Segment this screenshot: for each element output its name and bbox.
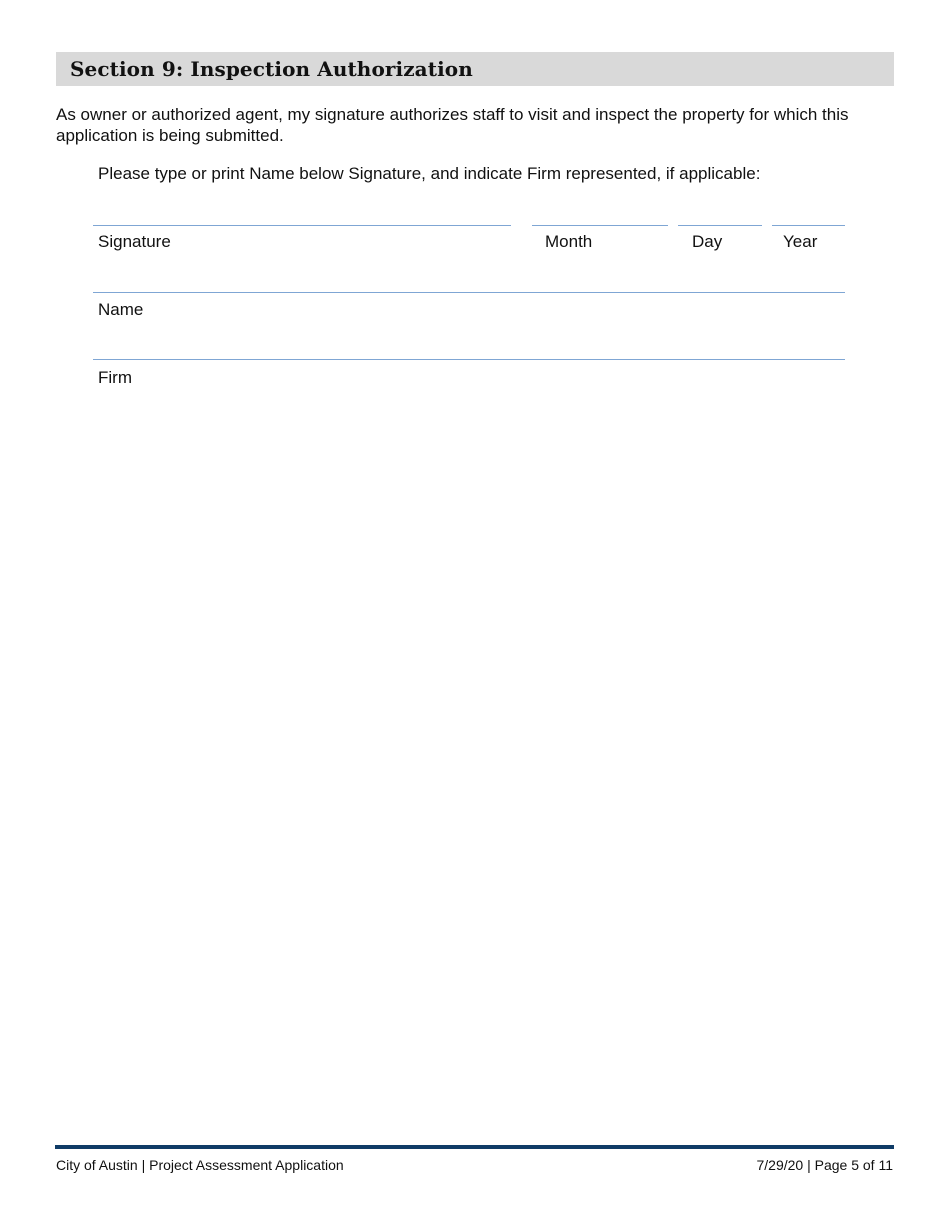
firm-field-line[interactable] — [93, 359, 845, 360]
name-label: Name — [98, 300, 144, 319]
footer-page-info: 7/29/20 | Page 5 of 11 — [756, 1157, 893, 1173]
footer-document-title: City of Austin | Project Assessment Application — [56, 1157, 344, 1173]
footer-rule — [55, 1145, 894, 1149]
day-label: Day — [692, 232, 723, 251]
intro-paragraph: As owner or authorized agent, my signature authorizes staff to visit and inspect the property for which this application is being submitted. — [56, 105, 849, 145]
month-label: Month — [545, 232, 593, 251]
day-field-line[interactable] — [678, 225, 762, 226]
signature-field-line[interactable] — [93, 225, 511, 226]
instruction-text: Please type or print Name below Signature, and indicate Firm represented, if applicable: — [98, 164, 761, 183]
year-field-line[interactable] — [772, 225, 845, 226]
section-title: Section 9: Inspection Authorization — [70, 57, 473, 81]
signature-label: Signature — [98, 232, 171, 251]
section-header — [56, 52, 894, 86]
month-field-line[interactable] — [532, 225, 668, 226]
firm-label: Firm — [98, 368, 132, 387]
year-label: Year — [783, 232, 818, 251]
name-field-line[interactable] — [93, 292, 845, 293]
